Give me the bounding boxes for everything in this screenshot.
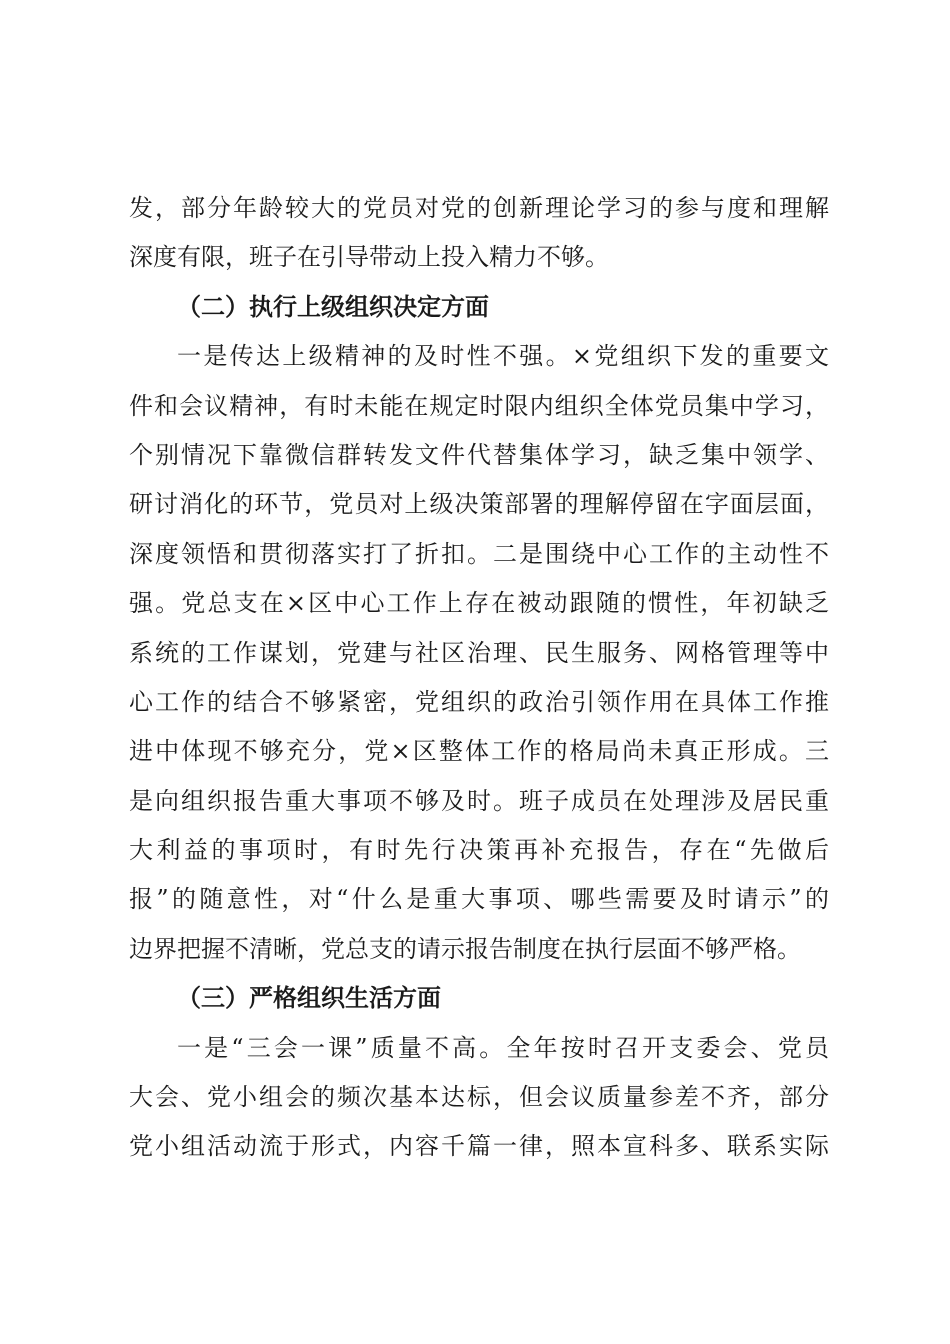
text-line: 大会、党小组会的频次基本达标，但会议质量参差不齐，部分: [129, 1083, 829, 1112]
text-line: 深度有限，班子在引导带动上投入精力不够。: [129, 243, 609, 272]
text-line: 一是“三会一课”质量不高。全年按时召开支委会、党员: [177, 1033, 829, 1062]
text-line: 深度领悟和贯彻落实打了折扣。二是围绕中心工作的主动性不: [129, 539, 829, 568]
section-heading: （三）严格组织生活方面: [177, 984, 441, 1013]
text-line: 党小组活动流于形式，内容千篇一律，照本宣科多、联系实际: [129, 1132, 829, 1161]
text-line: 研讨消化的环节，党员对上级决策部署的理解停留在字面层面，: [129, 490, 829, 519]
text-line: 心工作的结合不够紧密，党组织的政治引领作用在具体工作推: [129, 687, 829, 716]
text-line: 件和会议精神，有时未能在规定时限内组织全体党员集中学习，: [129, 391, 829, 420]
text-line: 个别情况下靠微信群转发文件代替集体学习，缺乏集中领学、: [129, 440, 829, 469]
text-line: 发，部分年龄较大的党员对党的创新理论学习的参与度和理解: [129, 194, 829, 222]
document-page: [129, 184, 829, 1172]
section-heading: （二）执行上级组织决定方面: [177, 292, 489, 321]
text-line: 报”的随意性，对“什么是重大事项、哪些需要及时请示”的: [129, 885, 829, 914]
text-line: 大利益的事项时，有时先行决策再补充报告，存在“先做后: [129, 836, 829, 865]
text-line: 系统的工作谋划，党建与社区治理、民生服务、网格管理等中: [129, 638, 829, 667]
text-line: 一是传达上级精神的及时性不强。×党组织下发的重要文: [177, 342, 829, 371]
text-line: 进中体现不够充分，党×区整体工作的格局尚未真正形成。三: [129, 737, 829, 766]
text-line: 强。党总支在×区中心工作上存在被动跟随的惯性，年初缺乏: [129, 589, 829, 618]
text-line: 边界把握不清晰，党总支的请示报告制度在执行层面不够严格。: [129, 934, 801, 963]
text-line: 是向组织报告重大事项不够及时。班子成员在处理涉及居民重: [129, 786, 829, 815]
